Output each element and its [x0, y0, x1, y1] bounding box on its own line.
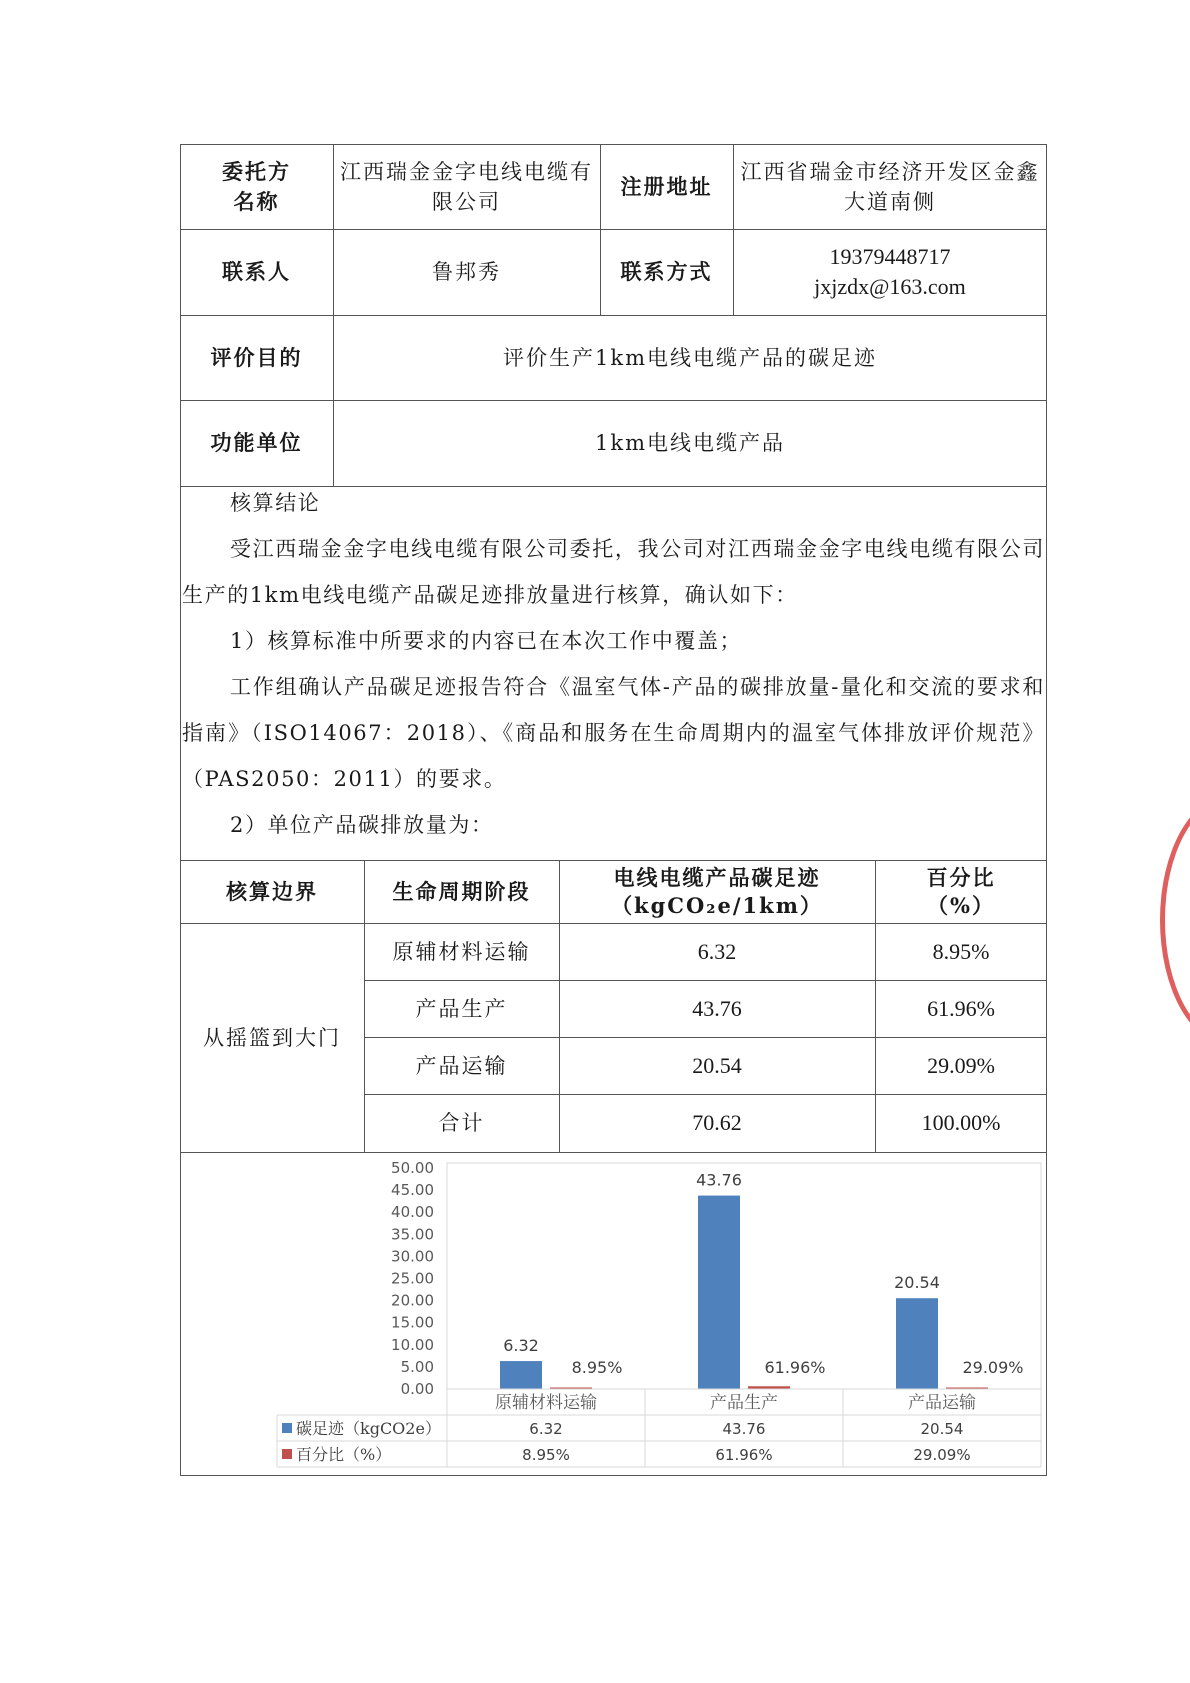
table-value: 29.09% — [913, 1446, 971, 1464]
table-cell-stage: 产品运输 — [415, 1053, 508, 1078]
legend-swatch — [282, 1449, 292, 1459]
data-label: 29.09% — [962, 1358, 1024, 1377]
y-tick-label: 0.00 — [400, 1380, 434, 1398]
bar-carbon — [500, 1361, 542, 1389]
y-tick-label: 15.00 — [391, 1313, 434, 1332]
y-tick-label: 40.00 — [391, 1203, 434, 1222]
table-cell-stage: 合计 — [438, 1111, 485, 1135]
legend-label: 碳足迹（kgCO2e） — [296, 1419, 441, 1438]
table-cell-percent: 61.96% — [927, 995, 995, 1021]
legend-swatch — [282, 1423, 292, 1433]
table-value: 8.95% — [522, 1446, 570, 1464]
table-header: 核算边界 — [226, 878, 318, 904]
table-cell-percent: 29.09% — [927, 1052, 995, 1078]
table-value: 6.32 — [529, 1420, 563, 1438]
x-category-label: 产品生产 — [710, 1393, 778, 1413]
purpose-value: 评价生产1km电线电缆产品的碳足迹 — [503, 345, 877, 370]
purpose-label: 评价目的 — [210, 344, 303, 370]
y-tick-label: 10.00 — [391, 1335, 434, 1354]
table-cell-percent: 8.95% — [932, 938, 990, 964]
table-cell-value: 43.76 — [692, 995, 742, 1021]
contact-phone: 19379448717 — [829, 244, 951, 269]
table-header: 电线电缆产品碳足迹 （kgCO₂e/1km） — [611, 864, 823, 918]
table-cell-value: 70.62 — [692, 1110, 742, 1135]
y-tick-label: 20.00 — [391, 1291, 434, 1310]
contact-label: 联系人 — [222, 259, 291, 284]
legend-label: 百分比（%） — [296, 1445, 392, 1464]
table-header: 百分比 （%） — [926, 864, 996, 918]
data-label: 61.96% — [764, 1358, 826, 1377]
client-label: 委托方 名称 — [222, 158, 291, 214]
y-tick-label: 25.00 — [391, 1269, 434, 1288]
boundary-cell: 从摇篮到大门 — [203, 1025, 341, 1050]
table-value: 43.76 — [722, 1420, 766, 1438]
x-category-label: 产品运输 — [908, 1393, 976, 1413]
table-header: 生命周期阶段 — [392, 878, 531, 904]
company-seal — [1160, 795, 1190, 1045]
table-cell-value: 20.54 — [692, 1052, 742, 1078]
y-tick-label: 50.00 — [391, 1159, 434, 1177]
y-tick-label: 5.00 — [400, 1357, 434, 1376]
table-cell-value: 6.32 — [697, 938, 737, 964]
data-label: 43.76 — [696, 1170, 742, 1190]
client-value: 江西瑞金金字电线电缆有 限公司 — [340, 159, 593, 214]
address-value: 江西省瑞金市经济开发区金鑫 大道南侧 — [740, 159, 1040, 214]
table-value: 61.96% — [715, 1446, 773, 1464]
table-cell-stage: 产品生产 — [415, 996, 508, 1021]
data-label: 20.54 — [894, 1273, 940, 1293]
y-tick-label: 45.00 — [391, 1181, 434, 1200]
contact-value: 鲁邦秀 — [432, 260, 501, 284]
table-cell-percent: 100.00% — [921, 1110, 1001, 1135]
unit-value: 1km电线电缆产品 — [595, 431, 785, 455]
plot-area — [447, 1163, 1041, 1389]
table-value: 20.54 — [920, 1420, 964, 1438]
conclusion-heading: 核算结论 — [230, 491, 321, 515]
unit-label: 功能单位 — [210, 430, 303, 455]
x-category-label: 原辅材料运输 — [495, 1393, 597, 1413]
contact-email: jxjzdx@163.com — [814, 274, 966, 299]
bar-carbon — [896, 1298, 938, 1389]
conclusion-item-1: 1）核算标准中所要求的内容已在本次工作中覆盖； — [230, 629, 743, 653]
conclusion-paragraph: 受江西瑞金金字电线电缆有限公司委托，我公司对江西瑞金金字电线电缆有限公司生产的1km电线电缆产品碳足迹排放量进行核算，确认如下： — [182, 537, 1045, 607]
address-label: 注册地址 — [620, 173, 713, 199]
conclusion-item-2: 2）单位产品碳排放量为： — [230, 813, 494, 837]
conclusion-paragraph: 工作组确认产品碳足迹报告符合《温室气体-产品的碳排放量-量化和交流的要求和指南》（ISO14067：2018）、《商品和服务在生命周期内的温室气体排放评价规范》（PAS2050：2011）的要求。 — [182, 675, 1045, 791]
carbon-footprint-chart — [181, 1153, 1046, 1475]
data-label: 8.95% — [571, 1358, 623, 1377]
y-tick-label: 35.00 — [391, 1225, 434, 1244]
data-label: 6.32 — [503, 1336, 539, 1356]
bar-carbon — [698, 1196, 740, 1389]
contact-method-label: 联系方式 — [620, 259, 713, 284]
y-tick-label: 30.00 — [391, 1247, 434, 1266]
table-cell-stage: 原辅材料运输 — [392, 939, 531, 964]
